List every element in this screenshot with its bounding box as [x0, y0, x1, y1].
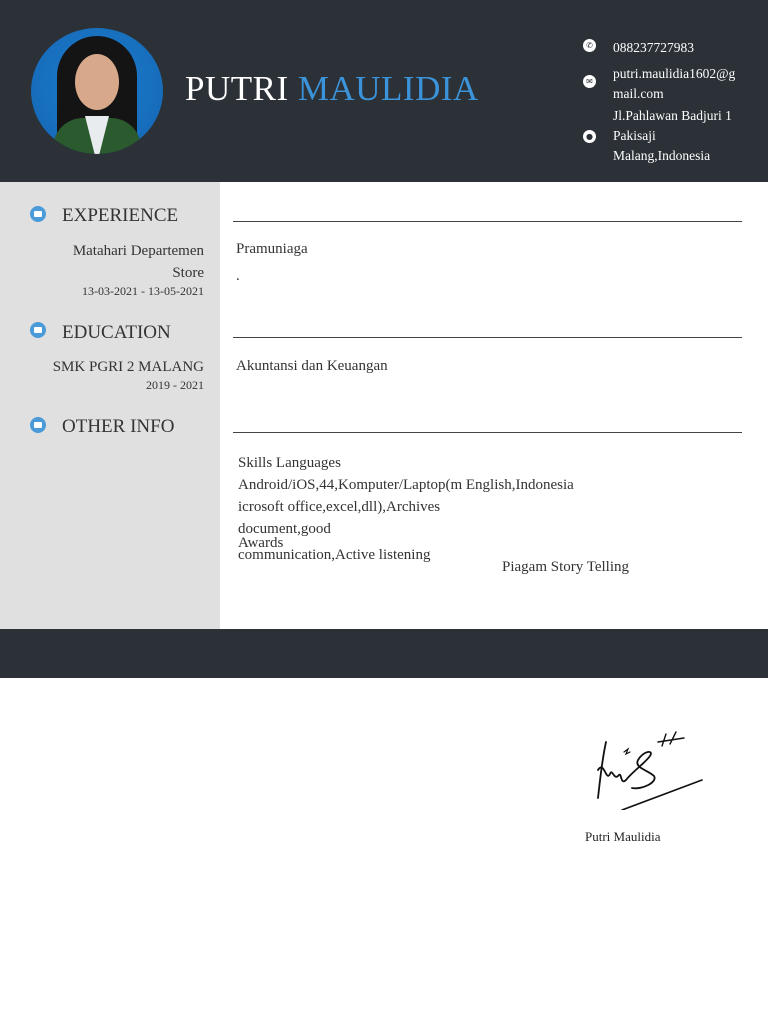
other-info-divider [233, 432, 742, 433]
skills-line-4: communication,Active listening [238, 547, 431, 563]
footer-band [0, 629, 768, 678]
skills-line-3: document,good [238, 521, 331, 537]
profile-photo [31, 28, 163, 154]
awards-heading: Awards [238, 535, 284, 551]
location-icon: ● [583, 130, 596, 143]
education-divider [233, 337, 742, 338]
phone-number: 088237727983 [613, 40, 694, 55]
last-name: MAULIDIA [297, 69, 479, 108]
signature-name: Putri Maulidia [585, 829, 661, 844]
other-info-heading: OTHER INFO [62, 416, 175, 437]
education-dates: 2019 - 2021 [146, 378, 204, 392]
skills-line-1: Android/iOS,44,Komputer/Laptop(m English,Indonesia [238, 477, 574, 493]
experience-role: Pramuniaga [236, 241, 308, 257]
experience-divider [233, 221, 742, 222]
education-major: Akuntansi dan Keuangan [236, 358, 388, 374]
postal-address: Jl.Pahlawan Badjuri 1 Pakisaji Malang,Indonesia [613, 108, 732, 163]
education-heading: EDUCATION [62, 322, 171, 343]
email-icon: ✉ [583, 75, 596, 88]
experience-dates: 13-03-2021 - 13-05-2021 [82, 284, 204, 298]
education-school: SMK PGRI 2 MALANG [52, 359, 204, 375]
first-name: PUTRI [185, 69, 289, 108]
award-item: Piagam Story Telling [502, 559, 630, 575]
graduation-cap-icon [30, 322, 46, 338]
experience-heading: EXPERIENCE [62, 205, 179, 226]
full-name [185, 66, 479, 112]
skills-line-2: icrosoft office,excel,dll),Archives [238, 499, 441, 515]
experience-organization: Matahari Departemen Store [72, 243, 204, 281]
pencil-icon [30, 417, 46, 433]
phone-icon: ✆ [583, 39, 596, 52]
briefcase-icon [30, 206, 46, 222]
skills-languages-heading: Skills Languages [238, 455, 341, 471]
header-banner [0, 0, 768, 182]
handwritten-signature [592, 730, 707, 810]
email-address: putri.maulidia1602@g mail.com [613, 66, 736, 101]
experience-detail: . [236, 268, 240, 284]
